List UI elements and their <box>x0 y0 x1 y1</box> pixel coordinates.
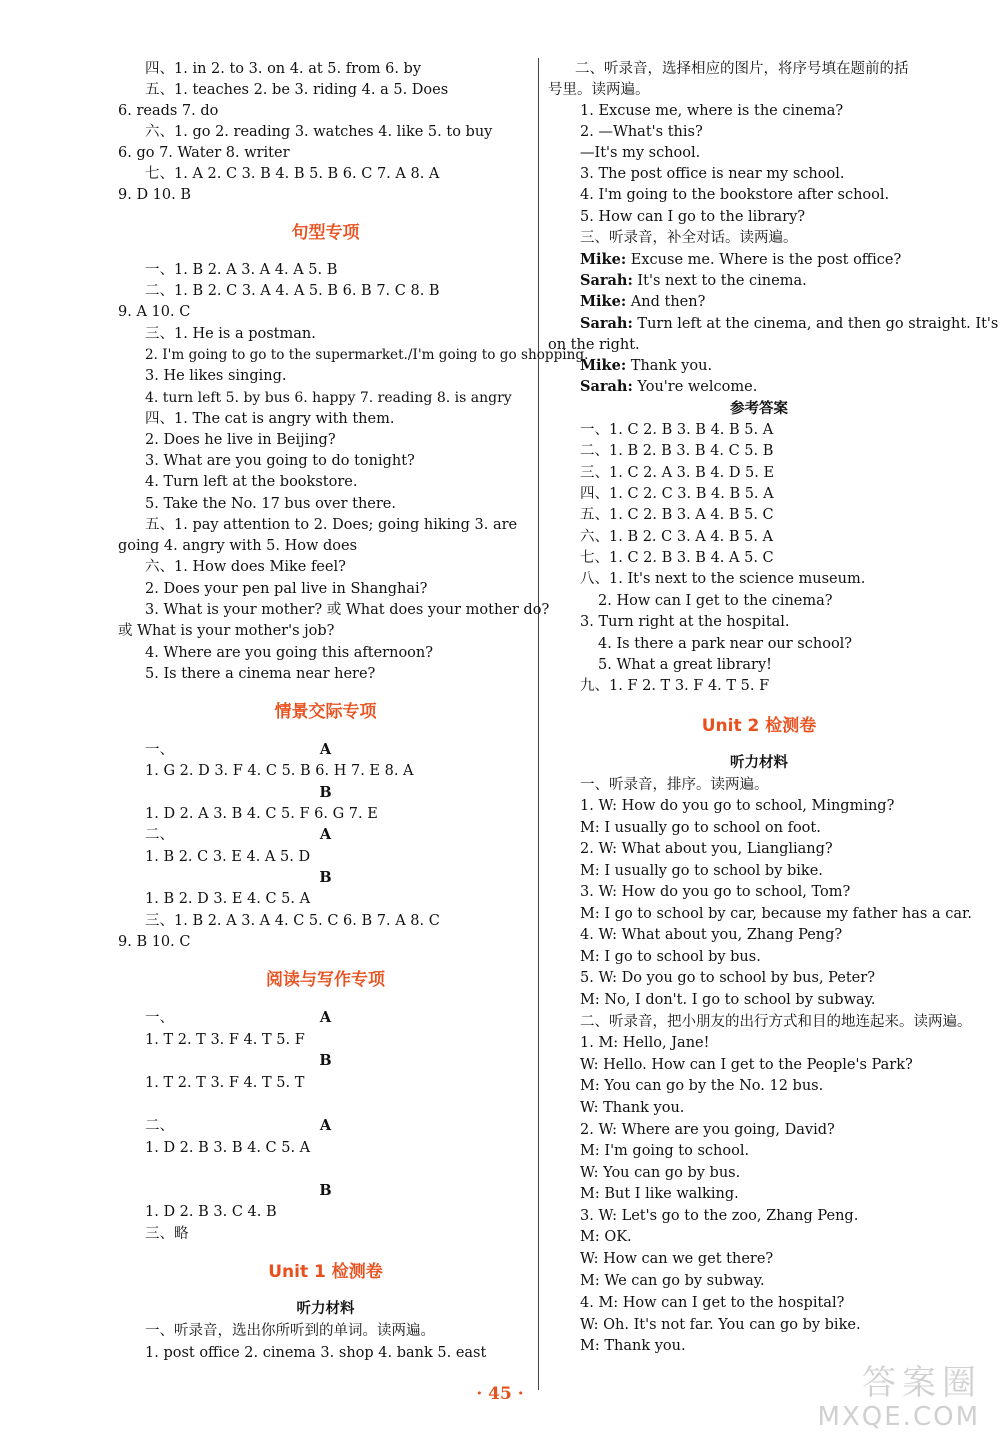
answer-line: 4. turn left 5. by bus 6. happy 7. reading 8. is angry <box>145 390 512 406</box>
reference-answers-heading: 参考答案 <box>730 400 788 417</box>
answer-line: 6. go 7. Water 8. writer <box>118 145 290 161</box>
question-number: 二、 <box>145 827 174 843</box>
answer-line: 四、1. The cat is angry with them. <box>145 411 395 427</box>
answer-line: 3. He likes singing. <box>145 368 287 384</box>
transcript-line: 1. W: How do you go to school, Mingming? <box>580 798 895 814</box>
transcript-line: 1. M: Hello, Jane! <box>580 1035 710 1051</box>
answer-line: 9. A 10. C <box>118 304 191 320</box>
transcript-line: 3. W: Let's go to the zoo, Zhang Peng. <box>580 1208 859 1224</box>
answer-line: 1. B 2. C 3. E 4. A 5. D <box>145 849 311 865</box>
speaker-name: Sarah: <box>580 378 633 395</box>
dialogue-line <box>580 314 998 334</box>
transcript-line: 4. I'm going to the bookstore after school. <box>580 187 890 203</box>
answer-line: 二、1. B 2. C 3. A 4. A 5. B 6. B 7. C 8. B <box>145 283 440 299</box>
part-label: A <box>319 1117 332 1134</box>
answer-line: 三、1. B 2. A 3. A 4. C 5. C 6. B 7. A 8. C <box>145 913 440 929</box>
transcript-line: 5. How can I go to the library? <box>580 209 806 225</box>
transcript-line: M: OK. <box>580 1229 632 1245</box>
dialogue-text: And then? <box>626 294 706 310</box>
transcript-line: 5. W: Do you go to school by bus, Peter? <box>580 970 875 986</box>
part-label: A <box>319 1009 332 1026</box>
transcript-line: 4. W: What about you, Zhang Peng? <box>580 927 843 943</box>
part-label: A <box>319 826 332 843</box>
answer-line: 三、1. He is a postman. <box>145 326 316 342</box>
answer-line: 5. Is there a cinema near here? <box>145 666 376 682</box>
instruction-line: 一、听录音，选出你所听到的单词。读两遍。 <box>145 1323 435 1339</box>
answer-line: 9. B 10. C <box>118 934 191 950</box>
answer-line: 或 What is your mother's job? <box>118 623 335 639</box>
instruction-line: 一、听录音，排序。读两遍。 <box>580 777 769 793</box>
answer-line: 三、略 <box>145 1226 189 1242</box>
answer-line: 1. D 2. A 3. B 4. C 5. F 6. G 7. E <box>145 806 378 822</box>
speaker-name: Sarah: <box>580 315 633 332</box>
transcript-line: M: I'm going to school. <box>580 1143 750 1159</box>
dialogue-text: It's next to the cinema. <box>632 273 807 289</box>
answer-line: 5. Take the No. 17 bus over there. <box>145 496 396 512</box>
answer-line: 4. Is there a park near our school? <box>598 636 853 652</box>
answer-line: 2. Does he live in Beijing? <box>145 432 336 448</box>
answer-line: 二、1. B 2. B 3. B 4. C 5. B <box>580 443 774 459</box>
transcript-line: M: No, I don't. I go to school by subway. <box>580 992 876 1008</box>
answer-line: 1. post office 2. cinema 3. shop 4. bank 5. east <box>145 1345 487 1361</box>
answer-line: 六、1. go 2. reading 3. watches 4. like 5. to buy <box>145 124 493 140</box>
answer-line: 三、1. C 2. A 3. B 4. D 5. E <box>580 465 775 481</box>
part-label: B <box>319 869 332 886</box>
listening-material-heading: 听力材料 <box>296 1300 355 1317</box>
speaker-name: Mike: <box>580 357 627 374</box>
answer-line: 6. reads 7. do <box>118 103 219 119</box>
dialogue-line <box>580 292 705 312</box>
answer-line: 9. D 10. B <box>118 187 192 203</box>
answer-line: 5. What a great library! <box>598 657 772 673</box>
answer-line: 3. What are you going to do tonight? <box>145 453 415 469</box>
answer-line: 1. D 2. B 3. C 4. B <box>145 1204 277 1220</box>
instruction-line: 二、听录音，把小朋友的出行方式和目的地连起来。读两遍。 <box>580 1014 972 1030</box>
watermark-text-url: MXQE.COM <box>817 1402 980 1432</box>
transcript-line: M: But I like walking. <box>580 1186 739 1202</box>
transcript-line: W: Hello. How can I get to the People's Park? <box>580 1057 913 1073</box>
answer-line: going 4. angry with 5. How does <box>118 538 358 554</box>
question-number: 二、 <box>145 1118 174 1134</box>
transcript-line: 4. M: How can I get to the hospital? <box>580 1295 845 1311</box>
watermark-text-cn: 答案圈 <box>862 1363 982 1403</box>
dialogue-text: Turn left at the cinema, and then go straight. It's <box>632 316 999 332</box>
instruction-line: 二、听录音，选择相应的图片，将序号填在题前的括 <box>575 61 909 77</box>
answer-line: 六、1. How does Mike feel? <box>145 559 346 575</box>
answer-line: 3. What is your mother? 或 What does your mother do? <box>145 602 550 618</box>
transcript-line: W: How can we get there? <box>580 1251 774 1267</box>
section-title-sentence-patterns: 句型专项 <box>291 223 360 243</box>
instruction-line: 三、听录音，补全对话。读两遍。 <box>580 230 798 246</box>
section-title-unit1-test: Unit 1 检测卷 <box>268 1262 383 1282</box>
transcript-line: W: Thank you. <box>580 1100 685 1116</box>
answer-line: 四、1. C 2. C 3. B 4. B 5. A <box>580 486 774 502</box>
dialogue-line <box>580 377 757 397</box>
answer-line: 五、1. teaches 2. be 3. riding 4. a 5. Does <box>145 82 449 98</box>
answer-line: 八、1. It's next to the science museum. <box>580 571 866 587</box>
answer-line: 1. T 2. T 3. F 4. T 5. F <box>145 1032 305 1048</box>
speaker-name: Mike: <box>580 251 627 268</box>
answer-line: 1. T 2. T 3. F 4. T 5. T <box>145 1075 305 1091</box>
dialogue-text: Thank you. <box>626 358 713 374</box>
answer-line: 1. G 2. D 3. F 4. C 5. B 6. H 7. E 8. A <box>145 763 414 779</box>
answer-line: 3. Turn right at the hospital. <box>580 614 790 630</box>
watermark-logo <box>786 1352 986 1432</box>
transcript-line: M: Thank you. <box>580 1338 686 1354</box>
answer-line: 4. Where are you going this afternoon? <box>145 645 434 661</box>
transcript-line: —It's my school. <box>580 145 701 161</box>
transcript-line: 2. W: Where are you going, David? <box>580 1122 835 1138</box>
transcript-line: M: We can go by subway. <box>580 1273 765 1289</box>
dialogue-line <box>580 356 712 376</box>
transcript-line: 3. The post office is near my school. <box>580 166 845 182</box>
answer-line: 1. B 2. D 3. E 4. C 5. A <box>145 891 311 907</box>
dialogue-line <box>580 271 807 291</box>
answer-line: 2. I'm going to go to the supermarket./I'm going to go shopping. <box>145 347 589 363</box>
speaker-name: Sarah: <box>580 272 633 289</box>
answer-line: 1. D 2. B 3. B 4. C 5. A <box>145 1140 311 1156</box>
transcript-line: M: I usually go to school by bike. <box>580 863 823 879</box>
page-number: · 45 · <box>476 1384 524 1404</box>
transcript-line: 3. W: How do you go to school, Tom? <box>580 884 851 900</box>
answer-line: 一、1. B 2. A 3. A 4. A 5. B <box>145 262 338 278</box>
transcript-line: W: You can go by bus. <box>580 1165 741 1181</box>
transcript-line: M: I go to school by car, because my father has a car. <box>580 906 972 922</box>
part-label: B <box>319 1182 332 1199</box>
column-divider <box>538 58 539 1390</box>
listening-material-heading: 听力材料 <box>730 754 788 771</box>
transcript-line: 2. —What's this? <box>580 124 703 140</box>
dialogue-text: Excuse me. Where is the post office? <box>626 252 902 268</box>
question-number: 一、 <box>145 1010 174 1026</box>
dialogue-line <box>580 250 901 270</box>
dialogue-text: You're welcome. <box>632 379 758 395</box>
instruction-line: 号里。读两遍。 <box>548 82 650 98</box>
answer-line: 2. How can I get to the cinema? <box>598 593 833 609</box>
part-label: B <box>319 784 332 801</box>
answer-line: 一、1. C 2. B 3. B 4. B 5. A <box>580 422 774 438</box>
dialogue-line: on the right. <box>548 337 640 353</box>
answer-line: 五、1. pay attention to 2. Does; going hiking 3. are <box>145 517 518 533</box>
section-title-situational-dialogue: 情景交际专项 <box>274 702 377 722</box>
part-label: B <box>319 1052 332 1069</box>
answer-line: 五、1. C 2. B 3. A 4. B 5. C <box>580 507 774 523</box>
answer-line: 四、1. in 2. to 3. on 4. at 5. from 6. by <box>145 61 422 77</box>
part-label: A <box>319 741 332 758</box>
transcript-line: W: Oh. It's not far. You can go by bike. <box>580 1317 861 1333</box>
answer-line: 六、1. B 2. C 3. A 4. B 5. A <box>580 529 774 545</box>
transcript-line: 2. W: What about you, Liangliang? <box>580 841 833 857</box>
transcript-line: 1. Excuse me, where is the cinema? <box>580 103 844 119</box>
section-title-unit2-test: Unit 2 检测卷 <box>701 716 817 736</box>
answer-line: 4. Turn left at the bookstore. <box>145 474 358 490</box>
answer-line: 2. Does your pen pal live in Shanghai? <box>145 581 428 597</box>
speaker-name: Mike: <box>580 293 627 310</box>
section-title-reading-writing: 阅读与写作专项 <box>266 970 385 990</box>
answer-line: 七、1. C 2. B 3. B 4. A 5. C <box>580 550 774 566</box>
transcript-line: M: I go to school by bus. <box>580 949 761 965</box>
transcript-line: M: I usually go to school on foot. <box>580 820 821 836</box>
transcript-line: M: You can go by the No. 12 bus. <box>580 1078 824 1094</box>
answer-line: 九、1. F 2. T 3. F 4. T 5. F <box>580 678 770 694</box>
answer-line: 七、1. A 2. C 3. B 4. B 5. B 6. C 7. A 8. A <box>145 166 440 182</box>
question-number: 一、 <box>145 742 174 758</box>
